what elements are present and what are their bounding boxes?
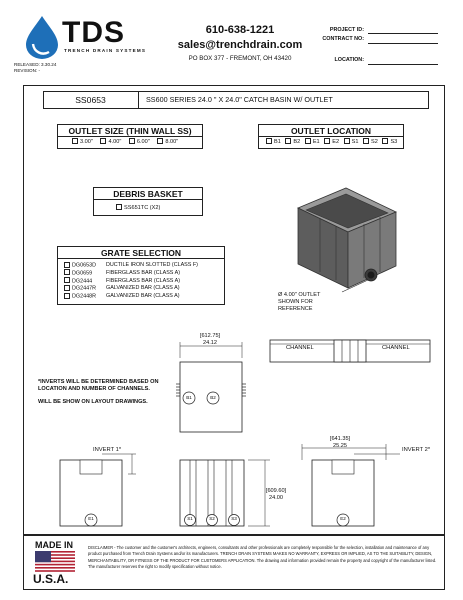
invert-note-line: *INVERTS WILL BE DETERMINED BASED ON: [38, 379, 159, 385]
label-e2: E2: [340, 516, 346, 521]
usa-label: U.S.A.: [33, 572, 69, 586]
channel-right-label: CHANNEL: [382, 345, 410, 351]
channel-connection-drawing: [268, 338, 434, 368]
checkbox-icon: [64, 277, 70, 283]
label-b1: B1: [186, 395, 192, 400]
grate-selection-list: [57, 259, 225, 305]
outlet-size-option[interactable]: 4.00": [100, 137, 121, 148]
outlet-location-option[interactable]: E1: [305, 137, 320, 148]
label-b2: B2: [210, 395, 216, 400]
checkbox-icon: [266, 138, 272, 144]
checkbox-icon: [382, 138, 388, 144]
outlet-size-option[interactable]: 3.00": [72, 137, 93, 148]
invert-2-label: INVERT 2*: [402, 447, 431, 453]
checkbox-icon: [100, 138, 106, 144]
outlet-location-option[interactable]: B1: [266, 137, 281, 148]
company-phone: 610-638-1221: [205, 24, 275, 36]
debris-basket-options: [93, 200, 203, 216]
grate-option[interactable]: DG0659 FIBERGLASS BAR (CLASS A): [64, 270, 224, 278]
outlet-location-option[interactable]: S2: [363, 137, 378, 148]
part-description: SS600 SERIES 24.0 " X 24.0" CATCH BASIN W/ OUTLET: [146, 95, 333, 104]
channel-left-label: CHANNEL: [286, 345, 314, 351]
project-id-label: PROJECT ID:: [329, 27, 364, 33]
top-dimension: [180, 333, 240, 347]
plan-view-drawing: [170, 338, 250, 438]
us-flag-icon: [35, 551, 75, 572]
invert-1-label: INVERT 1*: [93, 447, 122, 453]
checkbox-icon: [344, 138, 350, 144]
company-address: PO BOX 377 - FREMONT, OH 43420: [188, 55, 292, 62]
location-line: [368, 64, 438, 65]
checkbox-icon: [285, 138, 291, 144]
outlet-size-option[interactable]: 6.00": [129, 137, 150, 148]
label-s2: S2: [209, 516, 215, 521]
revision: REVISION: -: [14, 68, 41, 73]
checkbox-icon: [64, 269, 70, 275]
checkbox-icon: [64, 293, 70, 299]
grate-option[interactable]: DG0653D DUCTILE IRON SLOTTED (CLASS F): [64, 262, 224, 270]
grate-option[interactable]: DG2444 FIBERGLASS BAR (CLASS A): [64, 278, 224, 286]
catch-basin-3d-render: [280, 180, 415, 305]
outlet-size-options: [57, 137, 203, 149]
top-dim-mm: [612.75]: [199, 333, 221, 339]
grate-option[interactable]: DG2448R GALVANIZED BAR (CLASS A): [64, 293, 224, 301]
grate-selection-title: GRATE SELECTION: [57, 246, 225, 259]
outlet-location-option[interactable]: S1: [344, 137, 359, 148]
height-dim-in: 24.00: [269, 495, 283, 501]
invert-note: [38, 379, 158, 406]
outlet-note-line: Ø 4.00" OUTLET: [278, 292, 321, 298]
checkbox-icon: [72, 138, 78, 144]
elevation-views-drawing: [40, 440, 440, 530]
part-number: SS0653: [43, 91, 139, 109]
label-s3: S3: [231, 516, 237, 521]
debris-basket-title: DEBRIS BASKET: [93, 187, 203, 200]
released-date: RELEASED: 3.30.24: [14, 62, 57, 67]
outlet-size-option[interactable]: 8.00": [157, 137, 178, 148]
label-e1: E1: [88, 516, 94, 521]
checkbox-icon: [116, 204, 122, 210]
checkbox-icon: [129, 138, 135, 144]
checkbox-icon: [64, 262, 70, 268]
outlet-location-title: OUTLET LOCATION: [258, 124, 404, 137]
checkbox-icon: [363, 138, 369, 144]
tds-logo-drop-icon: [22, 14, 62, 60]
invert-note-line: LOCATION AND NUMBER OF CHANNELS.: [38, 386, 150, 392]
outlet-reference-note: [278, 292, 320, 313]
outlet-note-line: SHOWN FOR: [278, 299, 313, 305]
outlet-size-title: OUTLET SIZE (THIN WALL SS): [57, 124, 203, 137]
logo-text: TDS: [62, 16, 125, 49]
outlet-location-option[interactable]: E2: [324, 137, 339, 148]
checkbox-icon: [64, 285, 70, 291]
right-dimension: [310, 436, 370, 450]
outlet-location-option[interactable]: S3: [382, 137, 397, 148]
grate-option[interactable]: DG2447R GALVANIZED BAR (CLASS A): [64, 285, 224, 293]
made-in-label: MADE IN: [35, 540, 73, 550]
contract-no-label: CONTRACT NO:: [322, 36, 364, 42]
outlet-location-options: [258, 137, 404, 149]
top-dim-in: 24.12: [203, 340, 217, 346]
debris-basket-option[interactable]: SS651TC (X2): [116, 200, 160, 216]
disclaimer-text: DISCLAIMER - The customer and the customer's architects, engineers, consultants and other professionals are completely responsible for the selection, installation and maintenance of any product purchased from Trench Drain Systems and/or its manufacturers. TRENCH DRAIN SYSTEMS MAKES NO WARRANTY, EXPRESS OR IMPLIED, AS TO THE SUITABILITY, DESIGN, MERCHANTABILITY, OR FITNESS OF THE PRODUCT FOR CUSTOMERS APPLICATION. The drawing and information provided remain the property and copyright of the manufacturer listed. The manufacturer reserves the right to modify specification without notice.: [88, 545, 437, 570]
checkbox-icon: [305, 138, 311, 144]
checkbox-icon: [157, 138, 163, 144]
outlet-location-option[interactable]: B2: [285, 137, 300, 148]
invert-note-line: WILL BE SHOW ON LAYOUT DRAWINGS.: [38, 399, 148, 405]
location-label: LOCATION:: [334, 57, 364, 63]
outlet-note-line: REFERENCE: [278, 306, 313, 312]
right-dim-in: 25.25: [333, 443, 347, 449]
checkbox-icon: [324, 138, 330, 144]
contract-no-line: [368, 43, 438, 44]
height-dimension: [256, 488, 296, 502]
logo-tagline: TRENCH DRAIN SYSTEMS: [64, 48, 147, 53]
project-id-line: [368, 33, 438, 34]
right-dim-mm: [641.35]: [329, 436, 351, 442]
label-s1: S1: [187, 516, 193, 521]
company-email: sales@trenchdrain.com: [177, 39, 303, 51]
height-dim-mm: [609.60]: [265, 488, 287, 494]
